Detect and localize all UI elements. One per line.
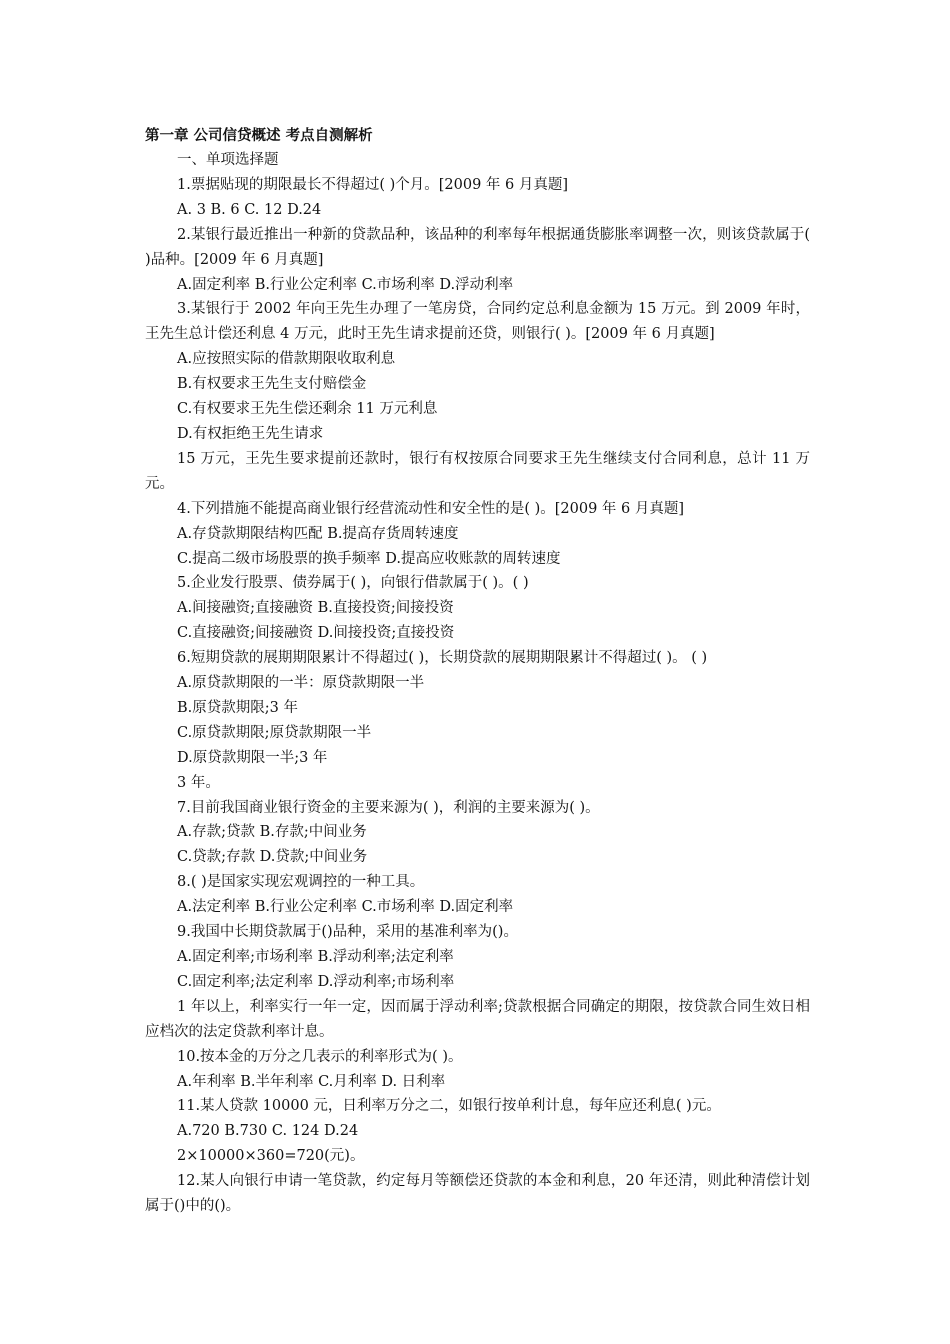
text-line: 1 年以上，利率实行一年一定，因而属于浮动利率;贷款根据合同确定的期限，按贷款合同生效日相应档次的法定贷款利率计息。 [145,998,810,1040]
text-line: 10.按本金的万分之几表示的利率形式为( )。 [177,1048,463,1065]
chapter-title: 第一章 公司信贷概述 考点自测解析 [145,127,373,144]
text-line: D.原贷款期限一半;3 年 [177,749,328,766]
text-line: C.提高二级市场股票的换手频率 D.提高应收账款的周转速度 [177,550,561,567]
text-line: C.固定利率;法定利率 D.浮动利率;市场利率 [177,973,455,990]
text-line: C.直接融资;间接融资 D.间接投资;直接投资 [177,625,455,642]
text-line: C.有权要求王先生偿还剩余 11 万元利息 [177,401,438,418]
text-line: 一、单项选择题 [177,152,279,168]
text-line: A.应按照实际的借款期限收取利息 [177,351,396,368]
text-line: D.有权拒绝王先生请求 [177,425,324,442]
text-line: A.固定利率 B.行业公定利率 C.市场利率 D.浮动利率 [177,276,514,293]
text-line: 2.某银行最近推出一种新的贷款品种，该品种的利率每年根据通货膨胀率调整一次，则该贷款属于( )品种。[2009 年 6 月真题] [145,226,810,268]
text-line: 1.票据贴现的期限最长不得超过( )个月。[2009 年 6 月真题] [177,176,569,193]
text-line: B.有权要求王先生支付赔偿金 [177,376,367,393]
text-line: 8.( )是国家实现宏观调控的一种工具。 [177,874,425,891]
text-line: A.存款;贷款 B.存款;中间业务 [177,824,367,841]
text-line: 4.下列措施不能提高商业银行经营流动性和安全性的是( )。[2009 年 6 月真题] [177,500,685,517]
text-line: A.间接融资;直接融资 B.直接投资;间接投资 [177,600,454,617]
text-line: 3 年。 [177,774,220,791]
text-line: A.存贷款期限结构匹配 B.提高存货周转速度 [177,525,459,542]
text-line: 3.某银行于 2002 年向王先生办理了一笔房贷，合同约定总利息金额为 15 万元。到 2009 年时，王先生总计偿还利息 4 万元，此时王先生请求提前还贷，则银行( )。[2009 年 6 月真题] [145,301,810,343]
text-line: 6.短期贷款的展期期限累计不得超过( )，长期贷款的展期期限累计不得超过( )。 ( ) [177,650,708,667]
text-line: C.原贷款期限;原贷款期限一半 [177,724,372,741]
text-line: A. 3 B. 6 C. 12 D.24 [177,201,322,218]
text-line: 9.我国中长期贷款属于()品种，采用的基准利率为()。 [177,924,518,941]
text-line: 11.某人贷款 10000 元，日利率万分之二，如银行按单利计息，每年应还利息( )元。 [177,1098,721,1115]
text-line: 12.某人向银行申请一笔贷款，约定每月等额偿还贷款的本金和利息，20 年还清，则此种清偿计划属于()中的()。 [145,1173,810,1215]
text-line: A.720 B.730 C. 124 D.24 [177,1123,359,1140]
text-line: 5.企业发行股票、债券属于( )，向银行借款属于( )。( ) [177,575,529,592]
text-line: B.原贷款期限;3 年 [177,699,298,716]
text-line: C.贷款;存款 D.贷款;中间业务 [177,849,368,866]
document-page [145,123,810,1219]
document-body [145,148,810,1219]
text-line: A.固定利率;市场利率 B.浮动利率;法定利率 [177,949,454,965]
text-line: 2×10000×360=720(元)。 [177,1148,365,1165]
text-line: A.年利率 B.半年利率 C.月利率 D. 日利率 [177,1073,446,1090]
text-line: A.法定利率 B.行业公定利率 C.市场利率 D.固定利率 [177,899,514,916]
text-line: 7.目前我国商业银行资金的主要来源为( )，利润的主要来源为( )。 [177,799,600,816]
text-line: 15 万元，王先生要求提前还款时，银行有权按原合同要求王先生继续支付合同利息，总计 11 万元。 [145,450,810,492]
text-line: A.原贷款期限的一半：原贷款期限一半 [177,675,425,692]
